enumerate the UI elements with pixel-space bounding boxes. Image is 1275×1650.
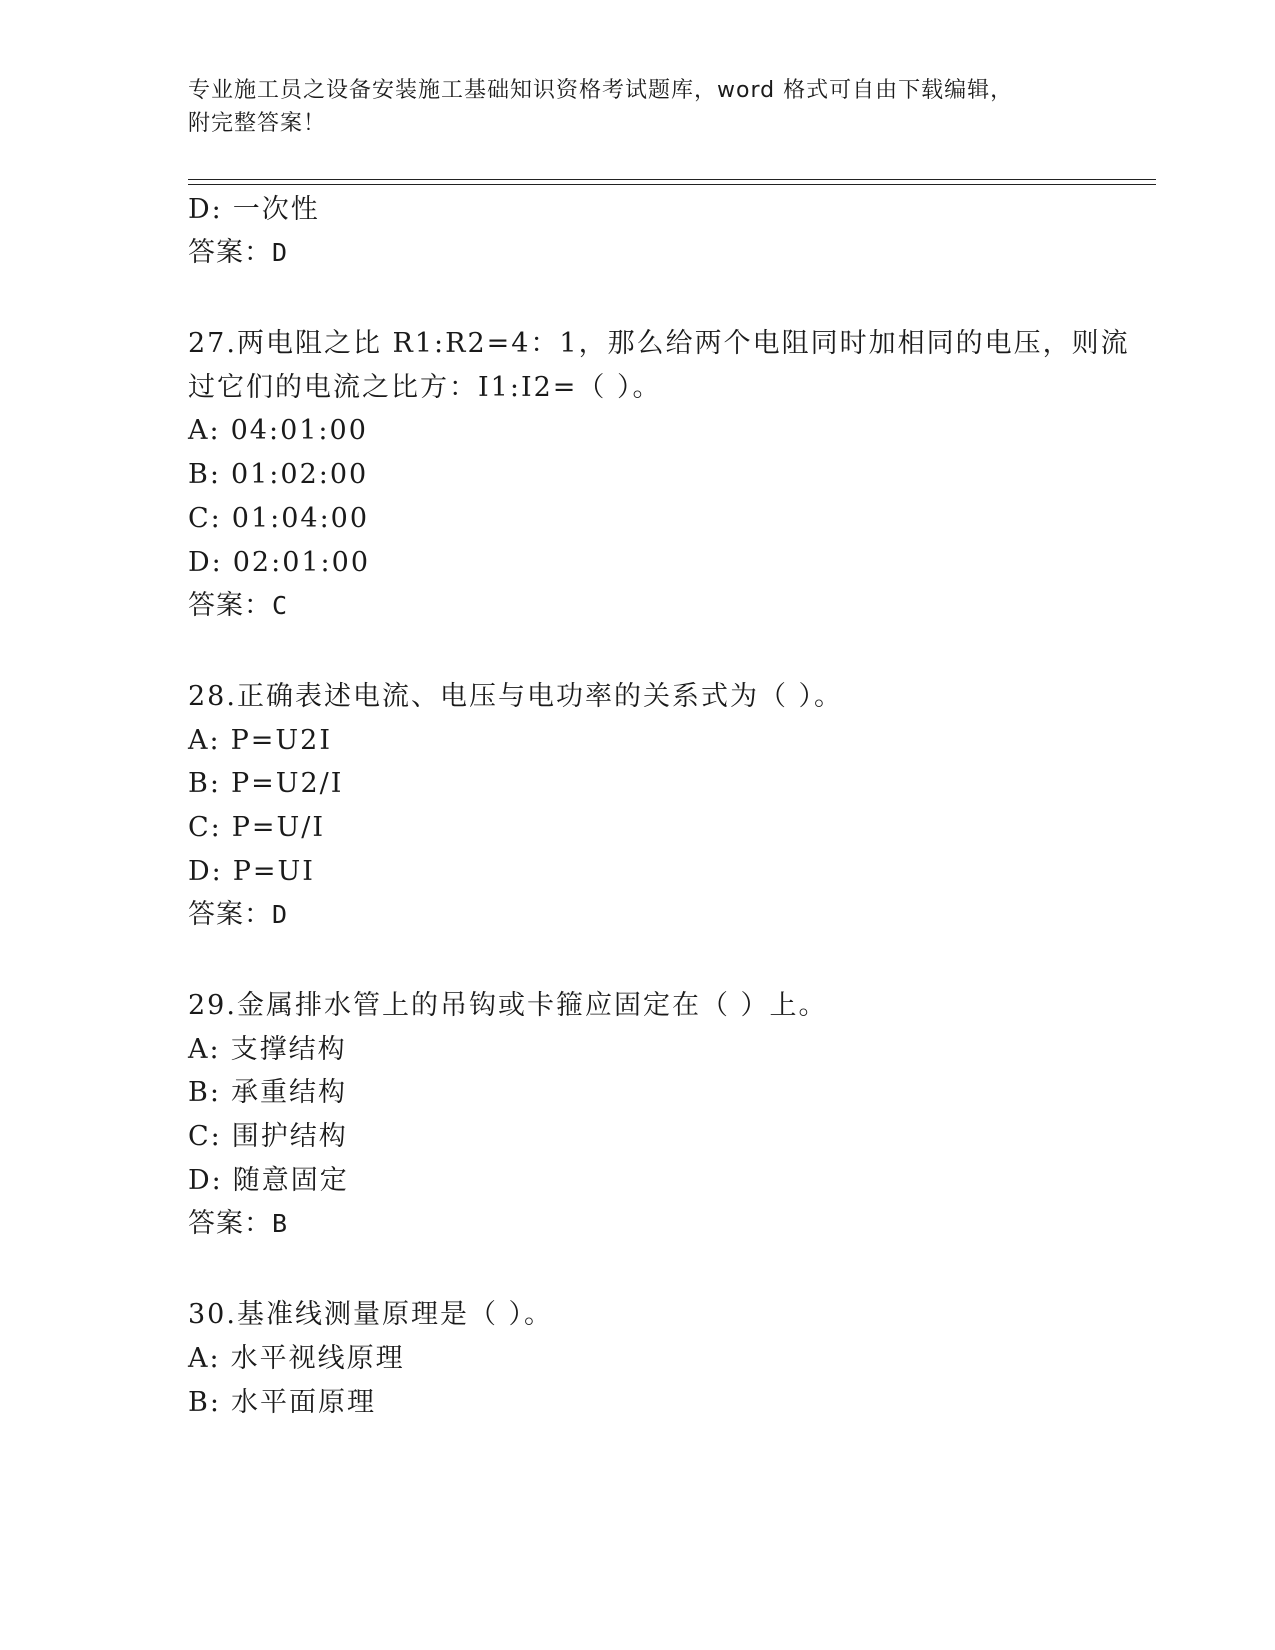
header-line-2: 附完整答案！ bbox=[188, 111, 327, 136]
q29-option-d: D: 随意固定 bbox=[188, 1165, 349, 1196]
q28-answer: 答案：D bbox=[188, 899, 289, 930]
q29-option-b: B: 承重结构 bbox=[188, 1077, 347, 1108]
q27-stem-line-1: 27.两电阻之比 R1:R2=4：1，那么给两个电阻同时加相同的电压，则流 bbox=[188, 328, 1130, 359]
q30-option-a: A: 水平视线原理 bbox=[188, 1343, 405, 1374]
q28-option-b: B: P=U2/I bbox=[188, 768, 344, 799]
q28-option-a: A: P=U2I bbox=[188, 725, 332, 756]
q28-stem: 28.正确表述电流、电压与电功率的关系式为（ ）。 bbox=[188, 681, 844, 712]
q27-option-a: A: 04:01:00 bbox=[188, 415, 368, 446]
prev-option-d: D: 一次性 bbox=[188, 194, 320, 225]
q27-answer: 答案：C bbox=[188, 590, 289, 621]
header-divider-top bbox=[188, 179, 1156, 180]
q29-stem: 29.金属排水管上的吊钩或卡箍应固定在（ ）上。 bbox=[188, 990, 828, 1021]
prev-answer: 答案：D bbox=[188, 237, 289, 268]
q29-option-a: A: 支撑结构 bbox=[188, 1034, 347, 1065]
q27-option-c: C: 01:04:00 bbox=[188, 503, 370, 534]
header-divider-bottom bbox=[188, 184, 1156, 185]
q29-answer: 答案：B bbox=[188, 1208, 289, 1239]
q28-option-c: C: P=U/I bbox=[188, 812, 326, 843]
q27-option-d: D: 02:01:00 bbox=[188, 547, 371, 578]
q30-option-b: B: 水平面原理 bbox=[188, 1387, 376, 1418]
q27-stem-line-2: 过它们的电流之比方：I1:I2=（ ）。 bbox=[188, 372, 662, 403]
q29-option-c: C: 围护结构 bbox=[188, 1121, 348, 1152]
q28-option-d: D: P=UI bbox=[188, 856, 315, 887]
q30-stem: 30.基准线测量原理是（ ）。 bbox=[188, 1299, 554, 1330]
q27-option-b: B: 01:02:00 bbox=[188, 459, 369, 490]
document-header bbox=[188, 74, 1088, 140]
header-line-1: 专业施工员之设备安装施工基础知识资格考试题库，word 格式可自由下载编辑， bbox=[188, 78, 1014, 103]
